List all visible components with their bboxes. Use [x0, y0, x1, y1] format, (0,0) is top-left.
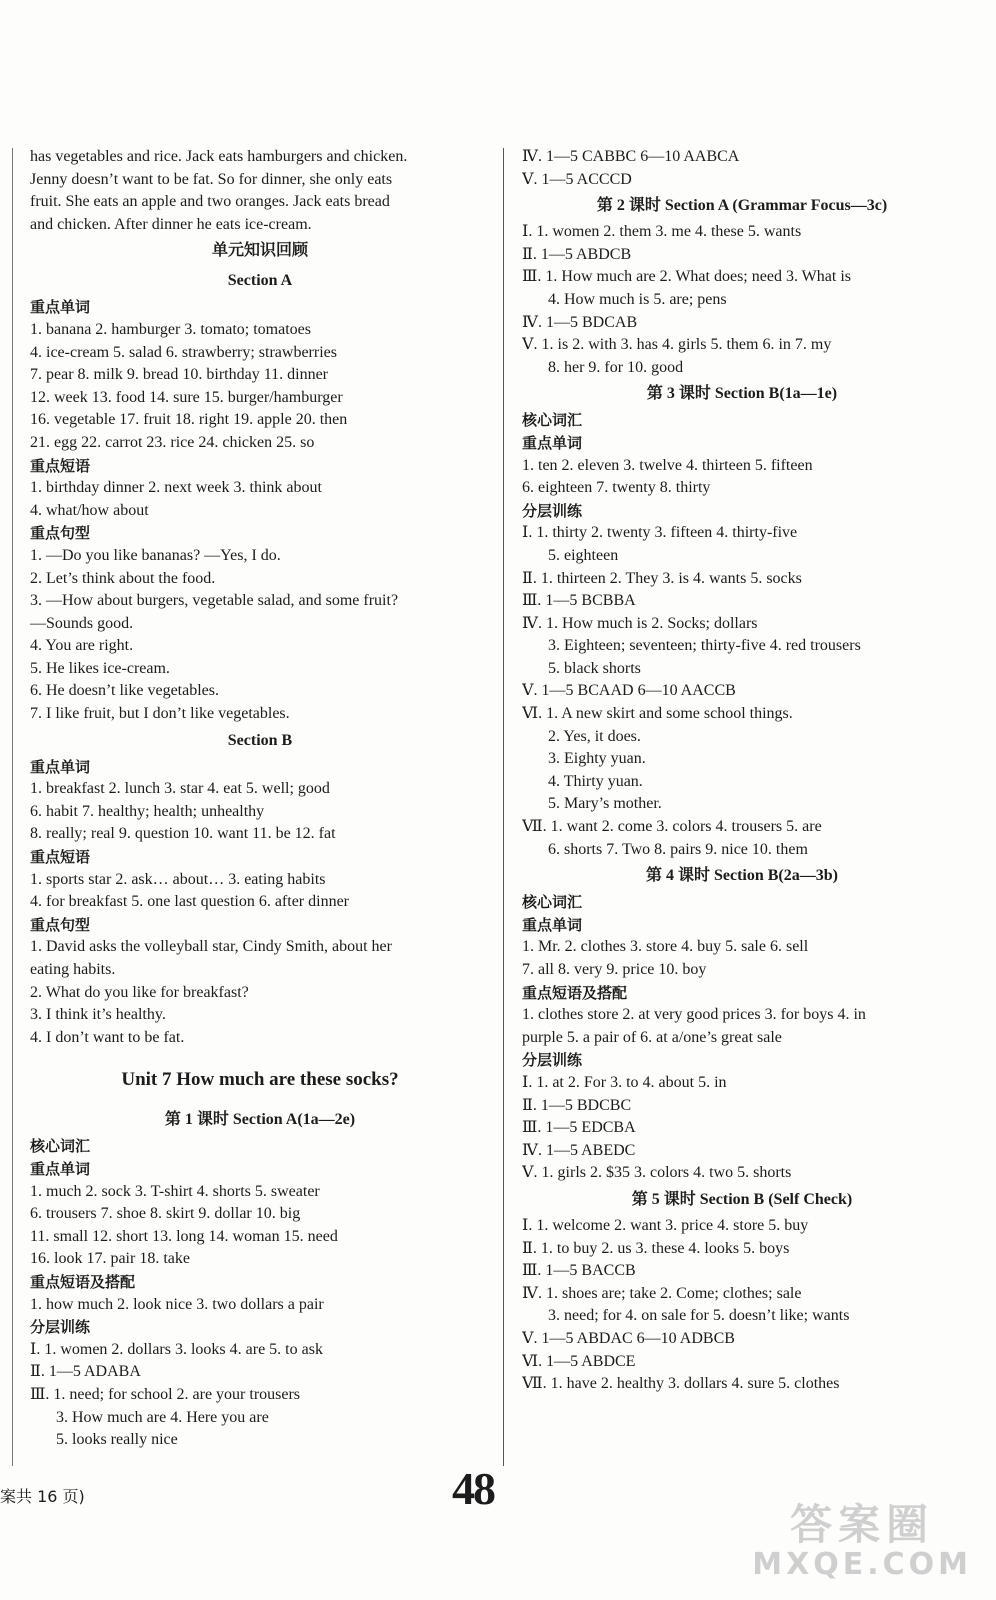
answer-line: —Sounds good.: [30, 614, 134, 632]
answer-line: 1. David asks the volleyball star, Cindy Smith, about her: [30, 938, 392, 956]
answer-line: 1. how much 2. look nice 3. two dollars a pair: [30, 1295, 324, 1313]
category-label: 重点单词: [522, 915, 583, 934]
answer-line: 7. I like fruit, but I don’t like vegetables.: [30, 705, 290, 723]
answer-line: Ⅰ. 1. welcome 2. want 3. price 4. store 5. buy: [522, 1216, 809, 1234]
left-column: [30, 146, 490, 1452]
answer-line: Ⅳ. 1—5 CABBC 6—10 AABCA: [522, 148, 740, 165]
answer-line: Ⅱ. 1—5 ADABA: [30, 1363, 141, 1381]
answer-line: 1. breakfast 2. lunch 3. star 4. eat 5. well; good: [30, 780, 330, 798]
category-label: 分层训练: [522, 1051, 583, 1070]
answer-line: 1. birthday dinner 2. next week 3. think about: [30, 479, 322, 497]
answer-line: 12. week 13. food 14. sure 15. burger/hamburger: [30, 388, 343, 406]
answer-line: Ⅳ. 1. How much is 2. Socks; dollars: [522, 614, 758, 632]
margin-rule: [12, 148, 13, 1466]
answer-line: Ⅲ. 1. need; for school 2. are your trousers: [30, 1385, 301, 1403]
answer-line: has vegetables and rice. Jack eats hamburgers and chicken.: [30, 148, 408, 165]
category-label: 重点短语: [30, 848, 91, 867]
answer-line: purple 5. a pair of 6. at a/one’s great sale: [522, 1028, 782, 1046]
answer-line: 5. Mary’s mother.: [548, 795, 662, 813]
watermark-cn: 答案圈: [790, 1500, 935, 1549]
answer-line: Ⅰ. 1. women 2. dollars 3. looks 4. are 5. to ask: [30, 1340, 323, 1358]
category-label: 重点短语及搭配: [30, 1272, 136, 1291]
answer-line: 1. Mr. 2. clothes 3. store 4. buy 5. sale 6. sell: [522, 938, 809, 956]
answer-line: 5. He likes ice-cream.: [30, 659, 170, 677]
answer-line: Ⅳ. 1. shoes are; take 2. Come; clothes; sale: [522, 1284, 802, 1302]
answer-line: Ⅲ. 1—5 BCBBA: [522, 592, 636, 610]
answer-line: 6. trousers 7. shoe 8. skirt 9. dollar 10. big: [30, 1205, 301, 1223]
answer-line: Ⅰ. 1. women 2. them 3. me 4. these 5. wants: [522, 223, 802, 241]
section-heading: 第 1 课时 Section A(1a—2e): [164, 1111, 356, 1129]
answer-line: 1. ten 2. eleven 3. twelve 4. thirteen 5. fifteen: [522, 456, 813, 474]
answer-line: 6. eighteen 7. twenty 8. thirty: [522, 479, 711, 497]
answer-line: Ⅳ. 1—5 BDCAB: [522, 313, 638, 331]
answer-line: Ⅵ. 1—5 ABDCE: [522, 1352, 636, 1370]
answer-line: Ⅴ. 1—5 BCAAD 6—10 AACCB: [522, 682, 736, 700]
answer-line: 2. What do you like for breakfast?: [30, 983, 249, 1001]
answer-line: 3. Eighteen; seventeen; thirty-five 4. red trousers: [548, 637, 861, 655]
watermark-en: MXQE.COM: [752, 1547, 972, 1582]
answer-line: Ⅰ. 1. thirty 2. twenty 3. fifteen 4. thirty-five: [522, 524, 798, 542]
answer-line: 4. what/how about: [30, 501, 149, 519]
answer-line: 3. —How about burgers, vegetable salad, and some fruit?: [30, 592, 399, 610]
answer-line: 3. How much are 4. Here you are: [56, 1408, 269, 1426]
watermark-logo: [752, 1502, 972, 1582]
answer-line: Ⅲ. 1. How much are 2. What does; need 3. What is: [522, 268, 851, 286]
answer-line: Ⅴ. 1. is 2. with 3. has 4. girls 5. them 6. in 7. my: [522, 336, 832, 354]
section-heading: Section A: [227, 272, 293, 290]
category-label: 重点单词: [30, 1159, 91, 1178]
answer-line: Ⅱ. 1—5 BDCBC: [522, 1096, 632, 1114]
category-label: 重点短语及搭配: [522, 983, 628, 1002]
answer-line: 5. black shorts: [548, 659, 641, 677]
answer-line: 4. Thirty yuan.: [548, 772, 643, 790]
answer-line: 4. You are right.: [30, 637, 134, 655]
answer-line: Ⅲ. 1—5 BACCB: [522, 1262, 636, 1280]
answer-line: 4. for breakfast 5. one last question 6. after dinner: [30, 893, 350, 911]
answer-line: 1. clothes store 2. at very good prices 3. for boys 4. in: [522, 1006, 866, 1024]
answer-line: Ⅴ. 1—5 ACCCD: [522, 170, 632, 188]
section-heading: 单元知识回顾: [211, 242, 308, 260]
answer-line: 2. Yes, it does.: [548, 727, 641, 745]
category-label: 分层训练: [522, 501, 583, 520]
answer-line: 7. all 8. very 9. price 10. boy: [522, 961, 707, 978]
answer-line: Ⅶ. 1. want 2. come 3. colors 4. trousers 5. are: [522, 818, 822, 836]
column-divider: [503, 148, 504, 1466]
answer-line: 1. —Do you like bananas? —Yes, I do.: [30, 546, 281, 564]
answer-line: eating habits.: [30, 961, 116, 978]
category-label: 核心词汇: [30, 1137, 91, 1156]
category-label: 核心词汇: [522, 411, 583, 430]
answer-line: 21. egg 22. carrot 23. rice 24. chicken 25. so: [30, 433, 315, 451]
category-label: 重点短语: [30, 456, 91, 475]
answer-line: 1. much 2. sock 3. T-shirt 4. shorts 5. sweater: [30, 1182, 320, 1200]
answer-line: 4. I don’t want to be fat.: [30, 1028, 185, 1046]
answer-line: 1. sports star 2. ask… about… 3. eating habits: [30, 870, 326, 888]
answer-line: 3. I think it’s healthy.: [30, 1006, 166, 1024]
answer-line: 8. her 9. for 10. good: [548, 358, 684, 376]
answer-line: and chicken. After dinner he eats ice-cream.: [30, 215, 312, 233]
answer-line: 6. habit 7. healthy; health; unhealthy: [30, 802, 265, 820]
answer-line: Ⅲ. 1—5 EDCBA: [522, 1119, 636, 1137]
category-label: 重点句型: [30, 524, 91, 543]
answer-line: Ⅵ. 1. A new skirt and some school things.: [522, 705, 793, 723]
section-heading: 第 5 课时 Section B (Self Check): [631, 1190, 853, 1208]
answer-line: Ⅱ. 1. thirteen 2. They 3. is 4. wants 5. socks: [522, 569, 802, 587]
answer-line: Ⅱ. 1. to buy 2. us 3. these 4. looks 5. boys: [522, 1239, 790, 1257]
answer-line: 2. Let’s think about the food.: [30, 569, 216, 587]
category-label: 重点单词: [30, 757, 91, 776]
answer-line: 3. need; for 4. on sale for 5. doesn’t like; wants: [548, 1307, 850, 1325]
section-heading: 第 4 课时 Section B(2a—3b): [645, 867, 838, 885]
answer-line: fruit. She eats an apple and two oranges. Jack eats bread: [30, 193, 390, 211]
answer-line: 16. look 17. pair 18. take: [30, 1250, 190, 1268]
category-label: 重点单词: [522, 433, 583, 452]
answer-line: 3. Eighty yuan.: [548, 750, 646, 768]
category-label: 重点单词: [30, 298, 91, 317]
answer-line: 16. vegetable 17. fruit 18. right 19. apple 20. then: [30, 411, 348, 429]
answer-line: 4. How much is 5. are; pens: [548, 290, 727, 308]
right-column: [522, 146, 962, 1396]
answer-line: 6. He doesn’t like vegetables.: [30, 682, 219, 700]
page-count-note: 案共 16 页): [0, 1487, 85, 1506]
section-heading: Section B: [227, 731, 293, 749]
answer-line: 8. really; real 9. question 10. want 11. be 12. fat: [30, 825, 336, 843]
answer-line: 5. eighteen: [548, 546, 619, 564]
answer-line: 4. ice-cream 5. salad 6. strawberry; strawberries: [30, 343, 337, 361]
answer-line: Ⅱ. 1—5 ABDCB: [522, 245, 632, 263]
unit-title: Unit 7 How much are these socks?: [121, 1069, 399, 1091]
answer-line: Jenny doesn’t want to be fat. So for dinner, she only eats: [30, 170, 393, 188]
answer-line: Ⅶ. 1. have 2. healthy 3. dollars 4. sure 5. clothes: [522, 1375, 840, 1393]
category-label: 分层训练: [30, 1318, 91, 1337]
answer-line: Ⅴ. 1—5 ABDAC 6—10 ADBCB: [522, 1329, 735, 1347]
answer-line: 6. shorts 7. Two 8. pairs 9. nice 10. them: [548, 840, 808, 858]
page-number: 48: [452, 1463, 494, 1514]
section-heading: 第 3 课时 Section B(1a—1e): [646, 385, 838, 403]
answer-line: 1. banana 2. hamburger 3. tomato; tomatoes: [30, 320, 311, 338]
answer-line: 7. pear 8. milk 9. bread 10. birthday 11. dinner: [30, 366, 328, 384]
answer-line: Ⅰ. 1. at 2. For 3. to 4. about 5. in: [522, 1073, 727, 1091]
answer-line: Ⅴ. 1. girls 2. $35 3. colors 4. two 5. shorts: [522, 1164, 792, 1182]
answer-line: 5. looks really nice: [56, 1431, 178, 1449]
category-label: 核心词汇: [522, 893, 583, 912]
answer-line: 11. small 12. short 13. long 14. woman 15. need: [30, 1227, 338, 1245]
category-label: 重点句型: [30, 915, 91, 934]
section-heading: 第 2 课时 Section A (Grammar Focus—3c): [596, 197, 888, 215]
answer-line: Ⅳ. 1—5 ABEDC: [522, 1141, 636, 1159]
